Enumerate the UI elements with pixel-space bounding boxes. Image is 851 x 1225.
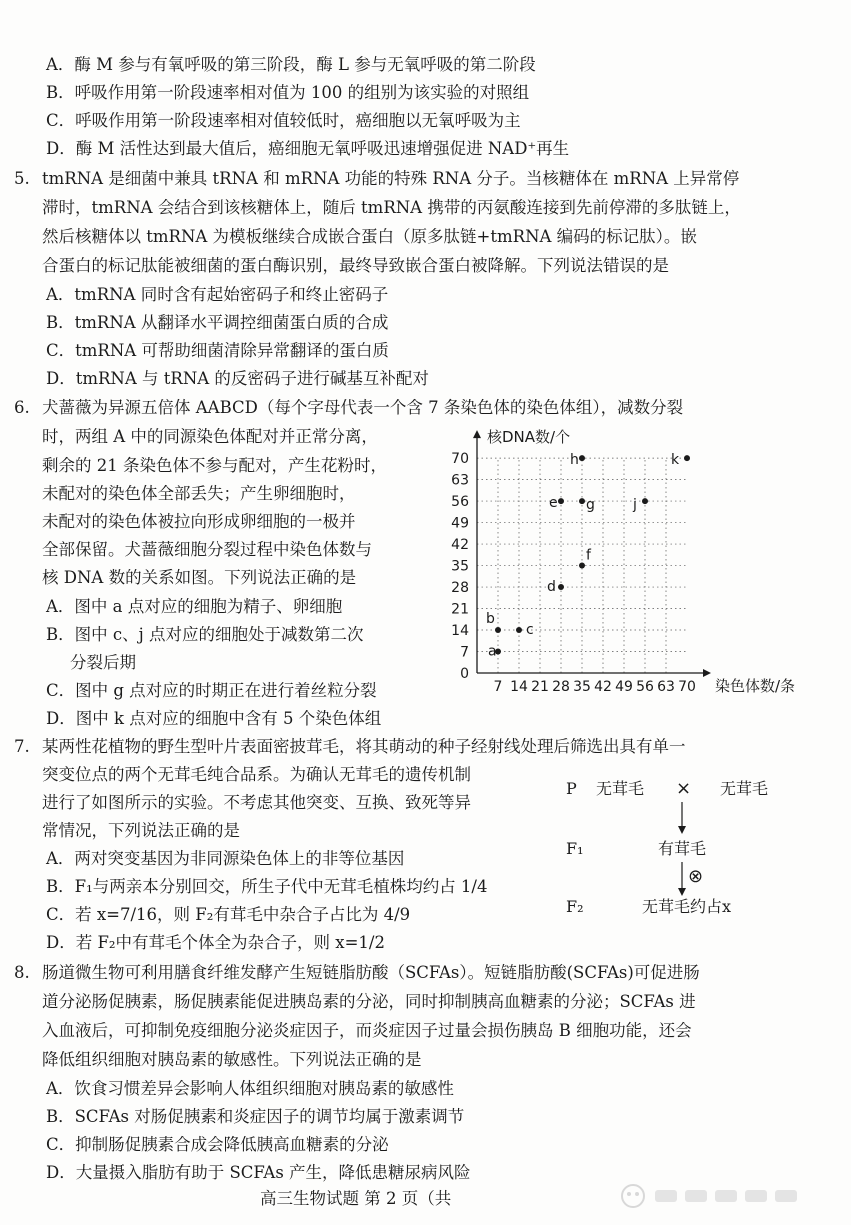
data-point-j xyxy=(642,498,648,504)
data-point-label-k: k xyxy=(671,452,680,469)
data-point-label-e: e xyxy=(549,495,558,512)
data-point-c xyxy=(516,627,522,633)
q7-option-d: D．若 F₂中有茸毛个体全为杂合子，则 x=1/2 xyxy=(46,933,385,952)
x-tick-label: 49 xyxy=(615,679,633,695)
origin-label: 0 xyxy=(460,666,469,682)
q6-stem-line-6: 全部保留。犬蔷薇细胞分裂过程中染色体数与 xyxy=(42,540,372,559)
q6-option-c: C．图中 g 点对应的时期正在进行着丝粒分裂 xyxy=(46,681,377,700)
q8-stem-line-3: 入血液后，可抑制免疫细胞分泌炎症因子，而炎症因子过量会损伤胰岛 B 细胞功能，还会 xyxy=(42,1021,692,1040)
q5-option-d: D．tmRNA 与 tRNA 的反密码子进行碱基互补配对 xyxy=(46,369,429,388)
p-right-phenotype: 无茸毛 xyxy=(720,779,769,798)
q5-stem-line-2: 滞时，tmRNA 会结合到该核糖体上，随后 tmRNA 携带的丙氨酸连接到先前停滞的多肽链上， xyxy=(42,198,741,217)
q6-option-b: B．图中 c、j 点对应的细胞处于减数第二次 xyxy=(46,625,364,644)
y-tick-label: 42 xyxy=(451,537,469,554)
data-point-b xyxy=(495,627,501,633)
q4-option-b: B．呼吸作用第一阶段速率相对值为 100 的组别为该实验的对照组 xyxy=(46,83,530,102)
data-point-label-f: f xyxy=(586,547,591,564)
data-point-label-j: j xyxy=(633,497,637,514)
q6-stem-line-7: 核 DNA 数的关系如图。下列说法正确的是 xyxy=(42,568,357,587)
q8-option-b: B．SCFAs 对肠促胰素和炎症因子的调节均属于激素调节 xyxy=(46,1107,465,1126)
q6-number: 6. xyxy=(14,398,30,417)
x-tick-label: 63 xyxy=(657,679,675,695)
data-point-e xyxy=(558,498,564,504)
q4-option-a: A．酶 M 参与有氧呼吸的第三阶段，酶 L 参与无氧呼吸的第二阶段 xyxy=(46,55,536,74)
q6-stem-line-3: 剩余的 21 条染色体不参与配对，产生花粉时， xyxy=(42,456,387,475)
y-tick-label: 7 xyxy=(460,644,469,661)
q6-option-d: D．图中 k 点对应的细胞中含有 5 个染色体组 xyxy=(46,709,382,728)
data-point-label-g: g xyxy=(586,497,595,514)
x-tick-label: 14 xyxy=(510,679,528,695)
f1-generation-label: F₁ xyxy=(566,839,584,858)
y-tick-label: 28 xyxy=(451,580,469,597)
q5-number: 5. xyxy=(14,169,30,188)
y-tick-label: 21 xyxy=(451,601,469,618)
y-tick-label: 35 xyxy=(451,558,469,575)
q5-stem-line-4: 合蛋白的标记肽能被细菌的蛋白酶识别，最终导致嵌合蛋白被降解。下列说法错误的是 xyxy=(42,256,669,275)
q5-option-a: A．tmRNA 同时含有起始密码子和终止密码子 xyxy=(46,285,389,304)
q8-option-d: D．大量摄入脂肪有助于 SCFAs 产生，降低患糖尿病风险 xyxy=(46,1163,471,1182)
x-tick-label: 56 xyxy=(636,679,654,695)
q6-option-b-cont: 分裂后期 xyxy=(70,653,136,672)
q6-stem-line-2: 时，两组 A 中的同源染色体配对并正常分离， xyxy=(42,427,378,446)
q4-option-c: C．呼吸作用第一阶段速率相对值较低时，癌细胞以无氧呼吸为主 xyxy=(46,111,521,130)
q7-option-a: A．两对突变基因为非同源染色体上的非等位基因 xyxy=(46,849,405,868)
x-tick-label: 35 xyxy=(573,679,591,695)
self-cross-icon: ⊗ xyxy=(688,866,704,887)
x-axis-label: 染色体数/条 xyxy=(715,677,796,695)
q8-option-a: A．饮食习惯差异会影响人体组织细胞对胰岛素的敏感性 xyxy=(46,1079,454,1098)
x-tick-label: 28 xyxy=(552,679,570,695)
q6-stem-line-5: 未配对的染色体被拉向形成卵细胞的一极并 xyxy=(42,512,356,531)
watermark-logo xyxy=(615,1176,815,1216)
y-tick-label: 70 xyxy=(451,451,469,468)
q8-number: 8. xyxy=(14,963,30,982)
arrowhead-f1-to-f2 xyxy=(678,888,686,896)
data-point-g xyxy=(579,498,585,504)
q8-stem-line-4: 降低组织细胞对胰岛素的敏感性。下列说法正确的是 xyxy=(42,1050,422,1069)
x-tick-label: 7 xyxy=(493,679,503,695)
data-point-label-c: c xyxy=(526,622,534,639)
q7-stem-line-2: 突变位点的两个无茸毛纯合品系。为确认无茸毛的遗传机制 xyxy=(42,765,471,784)
data-point-k xyxy=(684,455,690,461)
cross-symbol: × xyxy=(676,778,692,799)
p-generation-label: P xyxy=(566,779,577,798)
q8-stem-line-2: 道分泌肠促胰素，肠促胰素能促进胰岛素的分泌，同时抑制胰高血糖素的分泌；SCFAs 进 xyxy=(42,992,696,1011)
p-left-phenotype: 无茸毛 xyxy=(596,779,645,798)
q8-option-c: C．抑制肠促胰素合成会降低胰高血糖素的分泌 xyxy=(46,1135,389,1154)
data-point-label-a: a xyxy=(488,643,497,660)
q6-stem-line-4: 未配对的染色体全部丢失；产生卵细胞时， xyxy=(42,484,356,503)
q5-option-c: C．tmRNA 可帮助细菌清除异常翻译的蛋白质 xyxy=(46,341,389,360)
q6-stem-line-1: 犬蔷薇为异源五倍体 AABCD（每个字母代表一个含 7 条染色体的染色体组），减数分裂 xyxy=(42,398,684,417)
q7-stem-line-3: 进行了如图所示的实验。不考虑其他突变、互换、致死等异 xyxy=(42,793,471,812)
q7-number: 7. xyxy=(14,737,30,756)
data-point-label-h: h xyxy=(570,452,579,469)
data-point-label-d: d xyxy=(547,579,556,596)
data-point-d xyxy=(558,584,564,590)
q6-option-a: A．图中 a 点对应的细胞为精子、卵细胞 xyxy=(46,597,343,616)
y-axis-arrow-icon xyxy=(473,430,481,438)
q7-stem-line-4: 常情况，下列说法正确的是 xyxy=(42,821,240,840)
arrowhead-p-to-f1 xyxy=(678,826,686,834)
x-tick-label: 21 xyxy=(531,679,549,695)
genetic-cross-diagram xyxy=(560,770,800,930)
f2-phenotype: 无茸毛约占x xyxy=(642,897,732,916)
q4-option-d: D．酶 M 活性达到最大值后，癌细胞无氧呼吸迅速增强促进 NAD⁺再生 xyxy=(46,139,570,158)
page-footer: 高三生物试题 第 2 页（共 xyxy=(260,1189,452,1208)
y-tick-label: 63 xyxy=(451,472,469,489)
x-tick-label: 70 xyxy=(678,679,696,695)
x-tick-label: 42 xyxy=(594,679,612,695)
f2-generation-label: F₂ xyxy=(566,897,584,916)
q5-option-b: B．tmRNA 从翻译水平调控细菌蛋白质的合成 xyxy=(46,313,389,332)
data-point-f xyxy=(579,563,585,569)
y-tick-label: 49 xyxy=(451,515,469,532)
q7-option-b: B．F₁与两亲本分别回交，所生子代中无茸毛植株均约占 1/4 xyxy=(46,877,488,896)
dna-chromosome-scatter-chart xyxy=(425,425,796,705)
data-point-label-b: b xyxy=(486,611,495,628)
x-axis-arrow-icon xyxy=(703,669,711,677)
y-tick-label: 14 xyxy=(451,623,469,640)
q5-stem-line-1: tmRNA 是细菌中兼具 tRNA 和 mRNA 功能的特殊 RNA 分子。当核糖体在 mRNA 上异常停 xyxy=(42,169,740,188)
q5-stem-line-3: 然后核糖体以 tmRNA 为模板继续合成嵌合蛋白（原多肽链+tmRNA 编码的标记肽）。嵌 xyxy=(42,227,697,246)
data-point-h xyxy=(579,455,585,461)
q8-stem-line-1: 肠道微生物可利用膳食纤维发酵产生短链脂肪酸（SCFAs）。短链脂肪酸(SCFAs)可促进肠 xyxy=(42,963,700,982)
y-axis-label: 核DNA数/个 xyxy=(487,428,571,447)
y-tick-label: 56 xyxy=(451,494,469,511)
q7-option-c: C．若 x=7/16，则 F₂有茸毛中杂合子占比为 4/9 xyxy=(46,905,411,924)
q7-stem-line-1: 某两性花植物的野生型叶片表面密披茸毛，将其萌动的种子经射线处理后筛选出具有单一 xyxy=(42,737,686,756)
f1-phenotype: 有茸毛 xyxy=(658,839,707,858)
